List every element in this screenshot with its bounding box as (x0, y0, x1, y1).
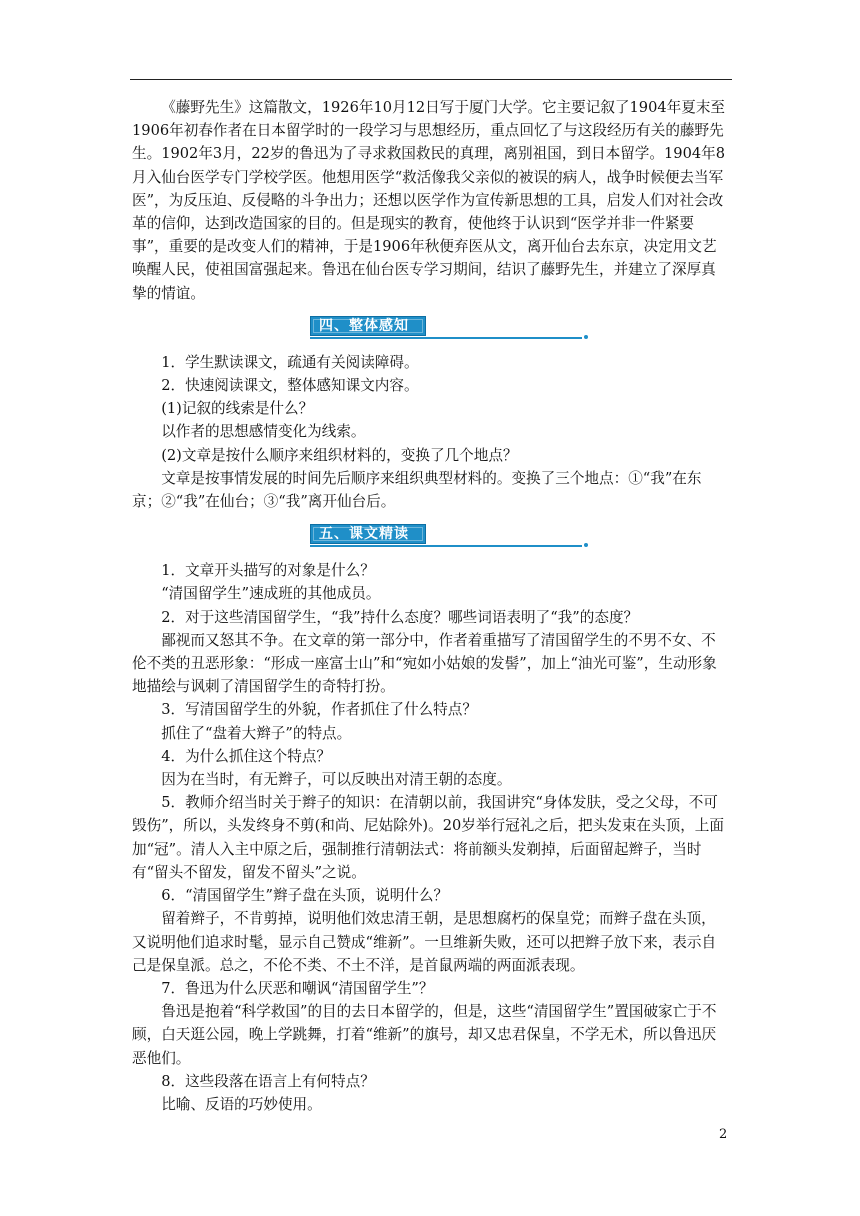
paragraph: 8．这些段落在语言上有何特点？ (161, 1072, 375, 1090)
section-dot (584, 543, 588, 547)
section-underline (310, 545, 582, 547)
section-heading-close-reading (132, 518, 730, 556)
paragraph: (1)记叙的线索是什么？ (161, 400, 314, 418)
page-content (132, 96, 730, 1116)
section-underline (310, 337, 582, 339)
section-title: 五、课文精读 (310, 524, 426, 544)
paragraph: (2)文章是按什么顺序来组织材料的，变换了几个地点？ (161, 446, 518, 464)
intro-paragraph: 《藤野先生》这篇散文，1926年10月12日写于厦门大学。它主要记叙了1904年夏末至1906年初春作者在日本留学时的一段学习与思想经历，重点回忆了与这段经历有关的藤野先生。1902年3月，22岁的鲁迅为了寻求救国救民的真理，离别祖国，到日本留学。1904年8月入仙台医学专门学校学医。他想用医学“救活像我父亲似的被误的病人，战争时候便去当军医”，为反压迫、反侵略的斗争出力；还想以医学作为宣传新思想的工具，启发人们对社会改革的信仰，达到改造国家的目的。但是现实的教育，使他终于认识到“医学并非一件紧要事”，重要的是改变人们的精神，于是1906年秋便弃医从文，离开仙台去东京，决定用文艺唤醒人民，使祖国富强起来。鲁迅在仙台医专学习期间，结识了藤野先生，并建立了深厚真挚的情谊。 (132, 99, 726, 302)
paragraph: 1．文章开头描写的对象是什么？ (161, 562, 375, 580)
paragraph: “清国留学生”速成班的其他成员。 (161, 585, 381, 603)
paragraph: 1．学生默读课文，疏通有关阅读障碍。 (161, 353, 419, 371)
paragraph: 留着辫子，不肯剪掉，说明他们效忠清王朝，是思想腐朽的保皇党；而辫子盘在头顶，又说明他们追求时髦，显示自己赞成“维新”。一旦维新失败，还可以把辫子放下来，表示自己是保皇派。总之，不伦不类、不土不洋，是首鼠两端的两面派表现。 (132, 910, 717, 974)
section-dot (584, 335, 588, 339)
paragraph: 5．教师介绍当时关于辫子的知识：在清朝以前，我国讲究“身体发肤，受之父母，不可毁伤”，所以，头发终身不剪(和尚、尼姑除外)。20岁举行冠礼之后，把头发束在头顶，上面加“冠”。清人入主中原之后，强制推行清朝法式：将前额头发剃掉，后面留起辫子，当时有“留头不留发，留发不留头”之说。 (132, 794, 724, 881)
paragraph: 6．“清国留学生”辫子盘在头顶，说明什么？ (161, 887, 449, 905)
paragraph: 抓住了“盘着大辫子”的特点。 (161, 724, 352, 742)
paragraph: 2．对于这些清国留学生，“我”持什么态度？哪些词语表明了“我”的态度？ (161, 608, 639, 626)
header-rule (130, 79, 732, 80)
paragraph: 7．鲁迅为什么厌恶和嘲讽“清国留学生”？ (161, 979, 434, 997)
page-number: 2 (719, 1127, 728, 1142)
paragraph: 2．快速阅读课文，整体感知课文内容。 (161, 377, 419, 395)
section-title: 四、整体感知 (310, 316, 426, 336)
section-heading-overall (132, 310, 730, 348)
paragraph: 鄙视而又怒其不争。在文章的第一部分中，作者着重描写了清国留学生的不男不女、不伦不类的丑恶形象：“形成一座富士山”和“宛如小姑娘的发髻”，加上“油光可鉴”，生动形象地描绘与讽刺了清国留学生的奇特打扮。 (132, 631, 717, 696)
paragraph: 以作者的思想感情变化为线索。 (161, 423, 366, 441)
paragraph: 鲁迅是抱着“科学救国”的目的去日本留学的，但是，这些“清国留学生”置国破家亡于不顾，白天逛公园，晚上学跳舞，打着“维新”的旗号，却又忠君保皇，不学无术，所以鲁迅厌恶他们。 (132, 1003, 717, 1067)
paragraph: 因为在当时，有无辫子，可以反映出对清王朝的态度。 (161, 771, 512, 789)
paragraph: 文章是按事情发展的时间先后顺序来组织典型材料的。变换了三个地点：①“我”在东京；②“我”在仙台；③“我”离开仙台后。 (132, 469, 702, 511)
paragraph: 3．写清国留学生的外貌，作者抓住了什么特点？ (161, 701, 477, 719)
paragraph: 4．为什么抓住这个特点？ (161, 747, 332, 765)
paragraph: 比喻、反语的巧妙使用。 (161, 1095, 322, 1113)
